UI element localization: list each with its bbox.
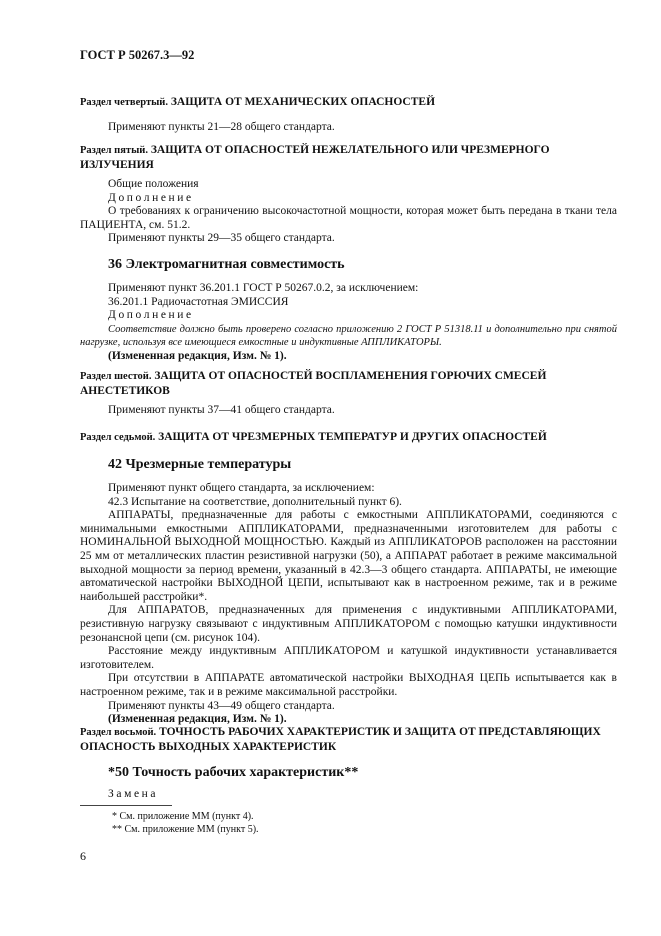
addition-label: Дополнение bbox=[108, 191, 194, 204]
paragraph: 42.3 Испытание на соответствие, дополнительный пункт 6). bbox=[108, 495, 402, 508]
paragraph: Для АППАРАТОВ, предназначенных для применения с индуктивными АППЛИКАТОРАМИ, резистивную нагрузку связывают с индуктивным АППЛИКАТОРОМ с помощью катушки индуктивности резонансной цепи (см. рисунок 104). bbox=[80, 604, 617, 644]
italic-paragraph: Соответствие должно быть проверено согласно приложению 2 ГОСТ Р 51318.11 и дополнительно при снятой нагрузке, используя все имеющиеся емкостные и индуктивные АППЛИКАТОРЫ. bbox=[80, 323, 617, 349]
replacement-label: Замена bbox=[108, 788, 159, 800]
footnote-divider bbox=[80, 805, 172, 806]
paragraph: Расстояние между индуктивным АППЛИКАТОРОМ и катушкой индуктивности устанавливается изготовителем. bbox=[80, 645, 617, 671]
footnote-1: * См. приложение ММ (пункт 4). bbox=[112, 811, 254, 822]
clause-36-body bbox=[80, 282, 617, 364]
section-6-body bbox=[80, 404, 617, 418]
section-6-heading bbox=[80, 369, 617, 398]
footnotes bbox=[80, 810, 580, 836]
paragraph: 36.201.1 Радиочастотная ЭМИССИЯ bbox=[108, 295, 289, 308]
paragraph: Применяют пункты 29—35 общего стандарта. bbox=[108, 232, 335, 245]
paragraph: Применяют пункты 21—28 общего стандарта. bbox=[108, 121, 335, 133]
paragraph: Общие положения bbox=[108, 178, 199, 190]
section-5-body bbox=[80, 178, 617, 246]
section-8-heading bbox=[80, 725, 617, 754]
section-4-heading bbox=[80, 95, 617, 110]
paragraph: Применяют пункт общего стандарта, за исключением: bbox=[108, 482, 375, 494]
paragraph: Применяют пункт 36.201.1 ГОСТ Р 50267.0.2, за исключением: bbox=[108, 282, 419, 294]
paragraph: При отсутствии в АППАРАТЕ автоматической настройки ВЫХОДНАЯ ЦЕПЬ испытывается как в настроенном режиме, так и в режиме максимальной расстройки. bbox=[80, 672, 617, 698]
addition-label: Дополнение bbox=[108, 309, 194, 322]
section-7-title: ЗАЩИТА ОТ ЧРЕЗМЕРНЫХ ТЕМПЕРАТУР И ДРУГИХ ОПАСНОСТЕЙ bbox=[158, 431, 547, 443]
clause-42-heading: 42 Чрезмерные температуры bbox=[108, 457, 292, 472]
amendment-note: (Измененная редакция, Изм. № 1). bbox=[108, 713, 287, 726]
section-4-body bbox=[80, 121, 617, 135]
clause-50-body bbox=[80, 788, 617, 802]
section-5-title: ЗАЩИТА ОТ ОПАСНОСТЕЙ НЕЖЕЛАТЕЛЬНОГО ИЛИ ЧРЕЗМЕРНОГО ИЗЛУЧЕНИЯ bbox=[80, 144, 550, 171]
paragraph: Применяют пункты 43—49 общего стандарта. bbox=[108, 699, 335, 712]
page-number: 6 bbox=[80, 849, 86, 863]
section-6-title: ЗАЩИТА ОТ ОПАСНОСТЕЙ ВОСПЛАМЕНЕНИЯ ГОРЮЧИХ СМЕСЕЙ АНЕСТЕТИКОВ bbox=[80, 370, 547, 397]
section-6-lead: Раздел шестой. bbox=[80, 371, 152, 382]
clause-36-heading: 36 Электромагнитная совместимость bbox=[108, 257, 345, 272]
footnote-2: ** См. приложение ММ (пункт 5). bbox=[112, 824, 259, 835]
clause-50-heading: *50 Точность рабочих характеристик** bbox=[108, 765, 359, 780]
amendment-note: (Измененная редакция, Изм. № 1). bbox=[108, 349, 287, 362]
clause-42-body bbox=[80, 482, 617, 727]
section-4-title: ЗАЩИТА ОТ МЕХАНИЧЕСКИХ ОПАСНОСТЕЙ bbox=[170, 96, 436, 108]
section-8-title: ТОЧНОСТЬ РАБОЧИХ ХАРАКТЕРИСТИК И ЗАЩИТА ОТ ПРЕДСТАВЛЯЮЩИХ ОПАСНОСТЬ ВЫХОДНЫХ ХАРАКТЕРИСТИК bbox=[80, 726, 601, 753]
section-5-heading bbox=[80, 143, 617, 172]
section-5-lead: Раздел пятый. bbox=[80, 145, 148, 156]
paragraph: О требованиях к ограничению высокочастотной мощности, которая может быть передана в ткани тела ПАЦИЕНТА, см. 51.2. bbox=[80, 205, 617, 231]
section-7-heading bbox=[80, 430, 617, 445]
document-code: ГОСТ Р 50267.3—92 bbox=[80, 48, 195, 62]
section-4-lead: Раздел четвертый. bbox=[80, 97, 168, 108]
section-8-lead: Раздел восьмой. bbox=[80, 727, 157, 738]
paragraph: АППАРАТЫ, предназначенные для работы с емкостными АППЛИКАТОРАМИ, соединяются с минимальными емкостными АППЛИКАТОРАМИ, предназначенными изготовителем для работы с НОМИНАЛЬНОЙ ВЫХОДНОЙ МОЩНОСТЬЮ. Каждый из АППЛИКАТОРОВ расположен на расстоянии 25 мм от металлических пластин резистивной нагрузки (50), а АППАРАТ работает в режиме максимальной выходной мощности за период времени, указанный в 42.3—3 общего стандарта. АППАРАТЫ, не имеющие автоматической настройки ВЫХОДНОЙ ЦЕПИ, испытывают как в настроенном режиме, так и в режиме наибольшей расстройки*. bbox=[80, 509, 617, 603]
section-7-lead: Раздел седьмой. bbox=[80, 432, 156, 443]
paragraph: Применяют пункты 37—41 общего стандарта. bbox=[108, 404, 335, 416]
